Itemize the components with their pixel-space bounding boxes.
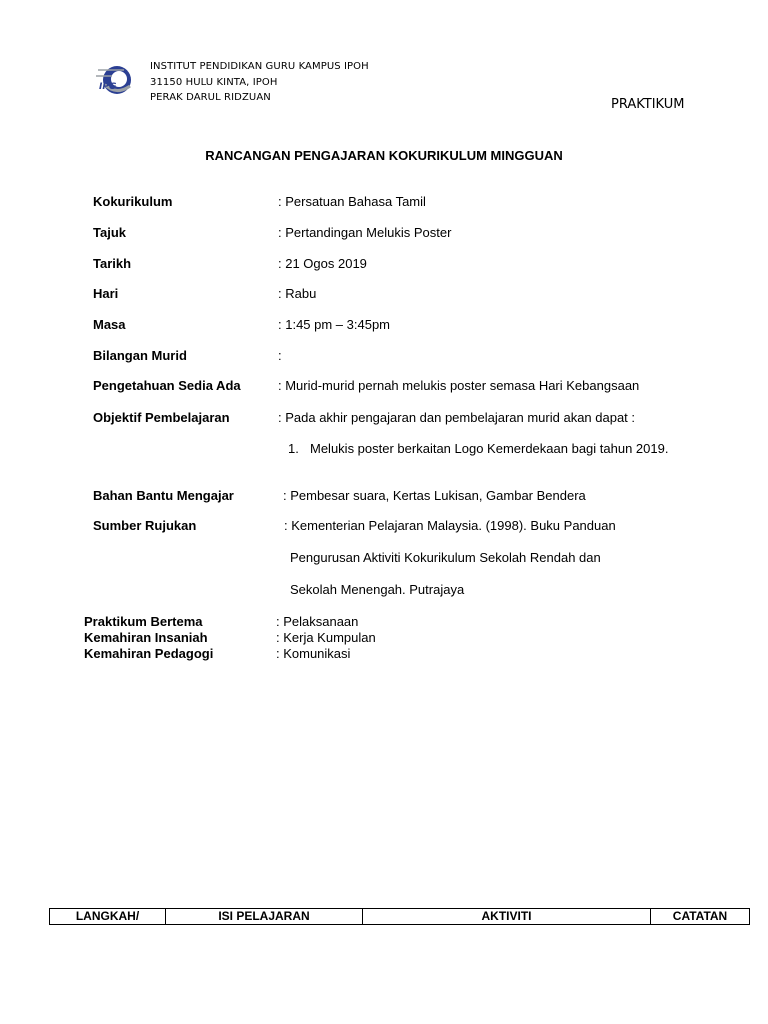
sumber-label: Sumber Rujukan <box>93 518 197 533</box>
tarikh-value: : 21 Ogos 2019 <box>278 256 367 271</box>
hari-value: : Rabu <box>278 286 317 301</box>
kokurikulum-value: : Persatuan Bahasa Tamil <box>278 194 426 209</box>
bilangan-murid-label: Bilangan Murid <box>93 348 187 363</box>
bilangan-murid-value: : <box>278 348 282 363</box>
header-isi-pelajaran: ISI PELAJARAN <box>166 909 363 925</box>
kemahiran-pedagogi-label: Kemahiran Pedagogi <box>84 646 214 661</box>
praktikum-label: PRAKTIKUM <box>611 97 685 112</box>
pengetahuan-value: : Murid-murid pernah melukis poster semasa Hari Kebangsaan <box>278 378 640 393</box>
kemahiran-pedagogi-value: : Komunikasi <box>276 646 351 661</box>
hari-label: Hari <box>93 286 119 301</box>
sumber-value: : Kementerian Pelajaran Malaysia. (1998). Buku Panduan <box>284 518 616 533</box>
tajuk-value: : Pertandingan Melukis Poster <box>278 225 452 240</box>
objektif-value: : Pada akhir pengajaran dan pembelajaran murid akan dapat : <box>278 410 636 425</box>
bahan-value: : Pembesar suara, Kertas Lukisan, Gambar Bendera <box>283 488 586 503</box>
institute-address: 31150 HULU KINTA, IPOH <box>150 77 278 88</box>
kemahiran-insaniah-label: Kemahiran Insaniah <box>84 630 208 645</box>
objektif-label: Objektif Pembelajaran <box>93 410 230 425</box>
lesson-plan-table <box>49 908 750 925</box>
document-title: RANCANGAN PENGAJARAN KOKURIKULUM MINGGUAN <box>205 148 563 163</box>
kemahiran-insaniah-value: : Kerja Kumpulan <box>276 630 376 645</box>
pengetahuan-label: Pengetahuan Sedia Ada <box>93 378 241 393</box>
objective-item <box>288 441 678 457</box>
masa-value: : 1:45 pm – 3:45pm <box>278 317 391 332</box>
header-catatan: CATATAN <box>651 909 750 925</box>
praktikum-bertema-value: : Pelaksanaan <box>276 614 359 629</box>
kokurikulum-label: Kokurikulum <box>93 194 173 209</box>
objective-text: Melukis poster berkaitan Logo Kemerdekaan bagi tahun 2019. <box>310 441 669 456</box>
logo-text: IPG <box>99 82 117 92</box>
objective-number: 1. <box>288 441 299 456</box>
praktikum-bertema-label: Praktikum Bertema <box>84 614 203 629</box>
masa-label: Masa <box>93 317 126 332</box>
tajuk-label: Tajuk <box>93 225 126 240</box>
table-header-row <box>50 909 750 925</box>
tarikh-label: Tarikh <box>93 256 132 271</box>
bahan-label: Bahan Bantu Mengajar <box>93 488 234 503</box>
header-aktiviti: AKTIVITI <box>363 909 651 925</box>
institute-state: PERAK DARUL RIDZUAN <box>150 92 271 103</box>
institute-name: INSTITUT PENDIDIKAN GURU KAMPUS IPOH <box>150 61 369 72</box>
sumber-continuation: Sekolah Menengah. Putrajaya <box>290 582 465 597</box>
ipg-logo <box>94 62 134 102</box>
header-langkah: LANGKAH/ <box>50 909 166 925</box>
sumber-continuation: Pengurusan Aktiviti Kokurikulum Sekolah Rendah dan <box>290 550 601 565</box>
